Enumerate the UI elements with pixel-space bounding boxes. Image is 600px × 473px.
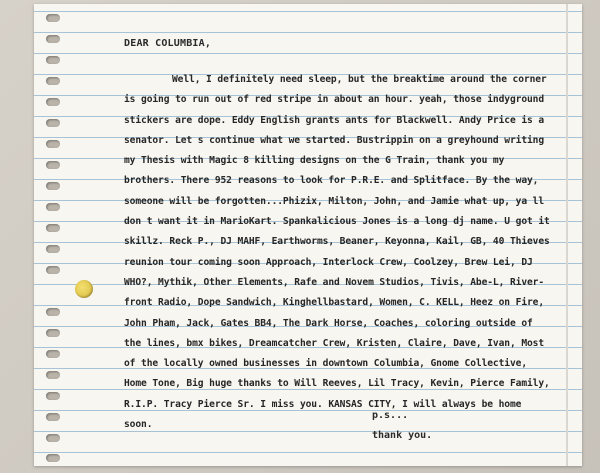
spiral-hole	[46, 14, 60, 22]
spiral-hole	[46, 392, 60, 400]
spiral-hole	[46, 454, 60, 462]
spiral-hole	[46, 161, 60, 169]
letter-salutation: DEAR COLUMBIA,	[124, 38, 212, 49]
spiral-hole	[46, 266, 60, 274]
sheet-edge	[566, 4, 568, 466]
letter-signoff: thank you.	[372, 430, 433, 441]
spiral-hole	[46, 140, 60, 148]
spiral-hole	[46, 224, 60, 232]
letter-body: Well, I definitely need sleep, but the breaktime around the corner is going to run out of red stripe in about an hour. yeah, those indyground stickers are dope. Eddy English grants ants for Blackwell. Andy Price is a senator. Let s continue what we started. Bustrippin on a greyhound writing my Thesis with Magic 8 killing designs on the G Train, thank you my brothers. There 952 reasons to look for P.R.E. and Splitface. By the way, someone will be forgotten...Phizix, Milton, John, and Jamie what up, ya ll don t want it in MarioKart. Spankalicious Jones is a long dj name. U got it skillz. Reck P., DJ MAHF, Earthworms, Beaner, Keyonna, Kail, GB, 40 Thieves reunion tour coming soon Approach, Interlock Crew, Coolzey, Brew Lei, DJ WHO?, Mythik, Other Elements, Rafe and Novem Studios, Tivis, Abe-L, River-front Radio, Dope Sandwich, Kinghellbastard, Women, C. KELL, Heez on Fire, John Pham, Jack, Gates BB4, The Dark Horse, Coaches, coloring outside of the lines, bmx bikes, Dreamcatcher Crew, Kristen, Claire, Dave, Ivan, Most of the locally owned businesses in downtown Columbia, Gnome Collective, Home Tone, Big huge thanks to Will Reeves, Lil Tracy, Kevin, Pierce Family, R.I.P. Tracy Pierce Sr. I miss you. KANSAS CITY, I will always be home soon.	[124, 74, 550, 431]
spiral-hole	[46, 350, 60, 358]
letter-postscript: p.s...	[372, 410, 409, 421]
yellow-hole-reinforcement	[75, 280, 93, 298]
spiral-hole	[46, 434, 60, 442]
spiral-hole	[46, 329, 60, 337]
spiral-hole	[46, 308, 60, 316]
spiral-holes	[34, 4, 68, 466]
spiral-hole	[46, 413, 60, 421]
spiral-hole	[46, 35, 60, 43]
spiral-hole	[46, 77, 60, 85]
spiral-hole	[46, 203, 60, 211]
spiral-hole	[46, 371, 60, 379]
spiral-hole	[46, 182, 60, 190]
spiral-hole	[46, 56, 60, 64]
spiral-hole	[46, 245, 60, 253]
spiral-hole	[46, 119, 60, 127]
spiral-hole	[46, 98, 60, 106]
